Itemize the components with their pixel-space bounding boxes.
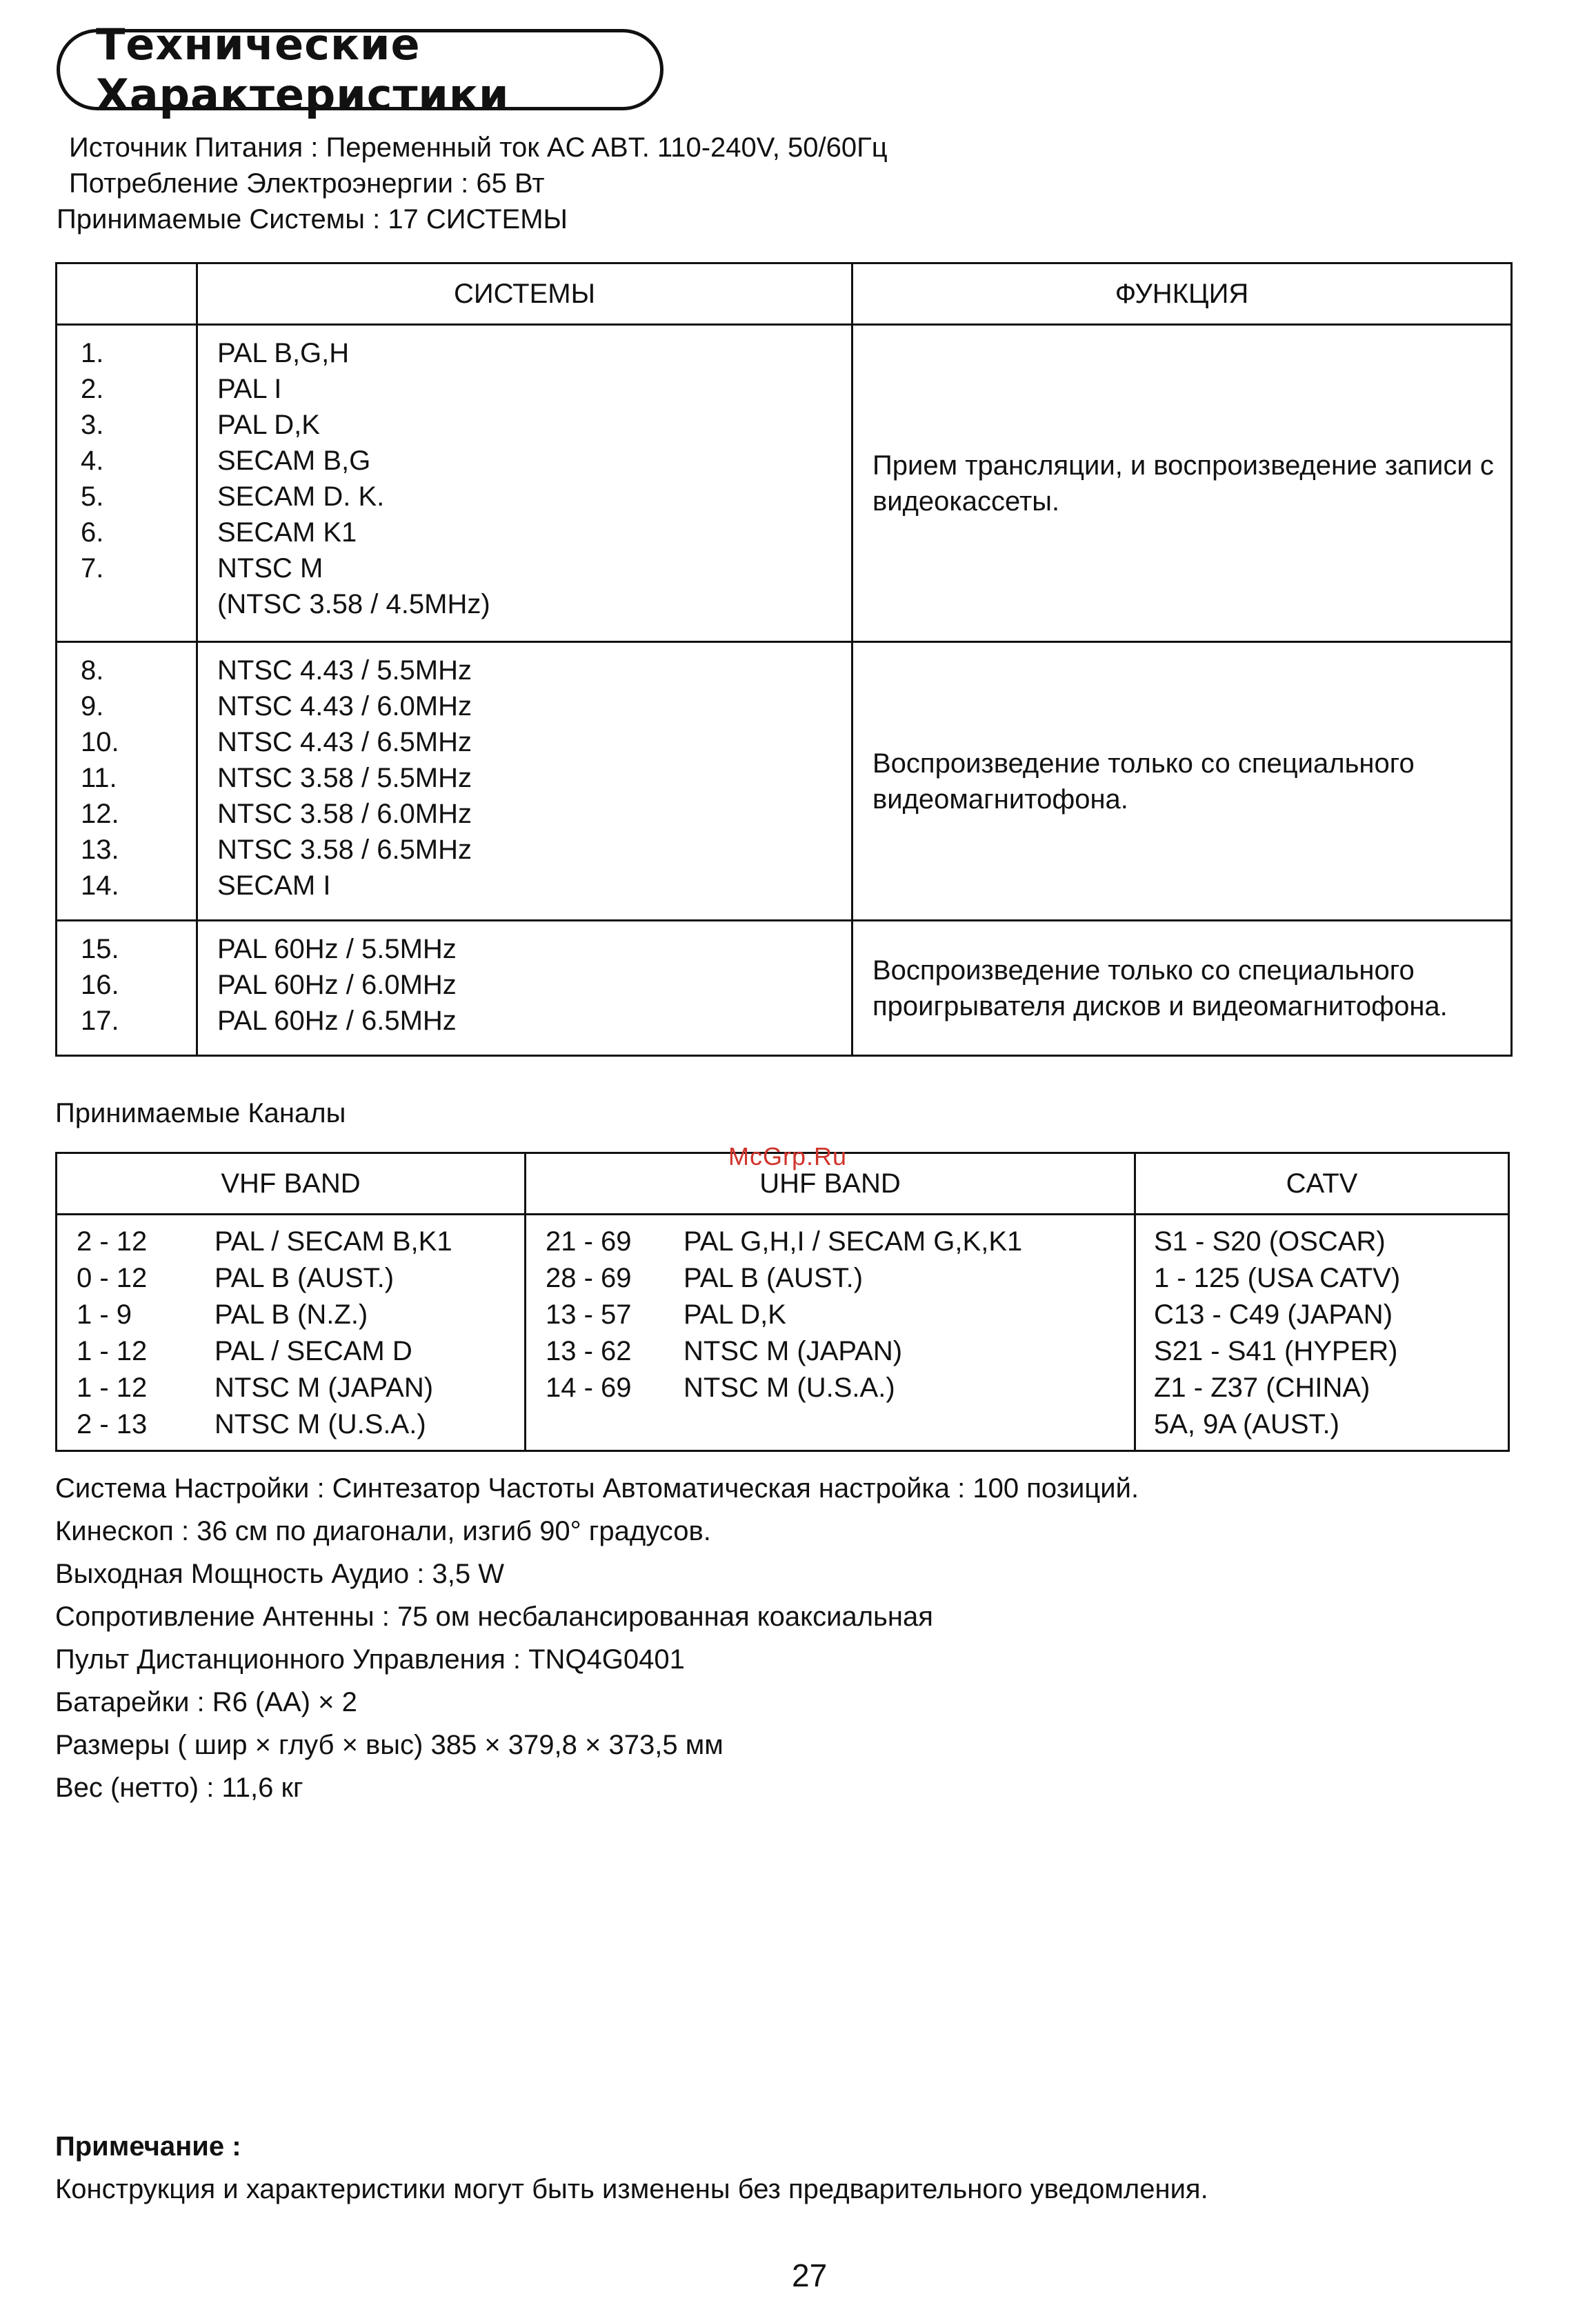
system-name: PAL 60Hz / 5.5MHz: [217, 934, 457, 964]
catv-channel-item: 5A, 9A (AUST.): [1154, 1409, 1339, 1439]
system-name: SECAM B,G: [217, 446, 371, 476]
spec-weight: Вес (нетто) : 11,6 кг: [55, 1773, 303, 1803]
system-names-cell: [197, 642, 852, 921]
channel-standard: NTSC M (U.S.A.): [215, 1409, 426, 1439]
system-number: 5.: [81, 481, 104, 512]
power-source-line: Источник Питания : Переменный ток AC ABT. 110-240V, 50/60Гц: [69, 132, 888, 163]
channel-range: 2 - 13: [77, 1409, 148, 1439]
note-text: Конструкция и характеристики могут быть изменены без предварительного уведомления.: [55, 2174, 1208, 2204]
system-number: 3.: [81, 410, 104, 440]
vhf-channel-row: [77, 1224, 524, 1260]
channel-standard: PAL B (AUST.): [684, 1263, 864, 1293]
uhf-channel-row: [546, 1370, 1134, 1406]
channel-range: 1 - 12: [77, 1336, 148, 1366]
channel-standard: NTSC M (JAPAN): [215, 1373, 434, 1403]
system-name: NTSC M: [217, 553, 323, 584]
channels-label: Принимаемые Каналы: [55, 1098, 346, 1128]
spec-remote-control: Пульт Дистанционного Управления : TNQ4G0401: [55, 1644, 685, 1675]
system-number: 6.: [81, 517, 104, 548]
system-name: PAL 60Hz / 6.0MHz: [217, 970, 457, 1000]
channels-header-uhf: UHF BAND: [526, 1153, 1135, 1215]
system-names-cell: [197, 921, 852, 1056]
uhf-channel-row: [546, 1224, 1134, 1260]
system-number: 16.: [81, 970, 119, 1000]
system-number: 8.: [81, 655, 104, 686]
uhf-channel-row: [546, 1297, 1134, 1333]
spec-audio-output: Выходная Мощность Аудио : 3,5 W: [55, 1559, 504, 1589]
uhf-channel-row: [546, 1333, 1134, 1370]
channel-standard: PAL B (AUST.): [215, 1263, 395, 1293]
channel-standard: NTSC M (U.S.A.): [684, 1373, 895, 1403]
catv-channel-item: C13 - C49 (JAPAN): [1154, 1299, 1393, 1330]
uhf-band-cell: [526, 1215, 1135, 1451]
system-name: NTSC 4.43 / 6.0MHz: [217, 691, 472, 721]
system-number: 17.: [81, 1006, 119, 1036]
systems-header-systems: СИСТЕМЫ: [197, 263, 852, 325]
vhf-channel-row: [77, 1333, 524, 1370]
systems-table: [55, 262, 1513, 1057]
system-number: 2.: [81, 374, 104, 404]
system-number: 1.: [81, 338, 104, 368]
vhf-channel-row: [77, 1370, 524, 1406]
system-numbers-cell: [57, 642, 197, 921]
channel-range: 1 - 9: [77, 1299, 132, 1330]
catv-channel-item: 1 - 125 (USA CATV): [1154, 1263, 1401, 1293]
channel-range: 14 - 69: [546, 1373, 632, 1403]
system-name: PAL B,G,H: [217, 338, 350, 368]
note-label: Примечание :: [55, 2131, 241, 2162]
channel-range: 13 - 57: [546, 1299, 632, 1330]
catv-channel-item: S21 - S41 (HYPER): [1154, 1336, 1398, 1366]
vhf-channel-row: [77, 1406, 524, 1443]
watermark: McGrp.Ru: [728, 1142, 848, 1170]
vhf-channel-row: [77, 1260, 524, 1297]
system-number: 7.: [81, 553, 104, 584]
system-name: (NTSC 3.58 / 4.5MHz): [217, 589, 490, 619]
system-name: SECAM I: [217, 870, 331, 901]
page-number: 27: [792, 2257, 828, 2293]
channels-table: [55, 1152, 1510, 1452]
systems-group-row: [57, 642, 1512, 921]
spec-tuning: Система Настройки : Синтезатор Частоты Автоматическая настройка : 100 позиций.: [55, 1473, 1139, 1504]
catv-cell: [1135, 1215, 1509, 1451]
channel-range: 1 - 12: [77, 1373, 148, 1403]
spec-dimensions: Размеры ( шир × глуб × выс) 385 × 379,8 × 373,5 мм: [55, 1730, 724, 1760]
systems-header-function: ФУНКЦИЯ: [852, 263, 1512, 325]
vhf-band-cell: [57, 1215, 526, 1451]
system-name: NTSC 3.58 / 6.0MHz: [217, 799, 472, 829]
page-title-frame: [57, 19, 664, 120]
system-name: NTSC 4.43 / 6.5MHz: [217, 727, 472, 757]
system-names-cell: [197, 325, 852, 642]
system-name: PAL 60Hz / 6.5MHz: [217, 1006, 457, 1036]
system-number: 10.: [81, 727, 119, 757]
system-number: 14.: [81, 870, 119, 901]
catv-channel-item: S1 - S20 (OSCAR): [1154, 1226, 1386, 1257]
channel-standard: PAL / SECAM D: [215, 1336, 412, 1366]
spec-antenna: Сопротивление Антенны : 75 ом несбалансированная коаксиальная: [55, 1602, 933, 1632]
system-number: 15.: [81, 934, 119, 964]
channel-standard: PAL G,H,I / SECAM G,K,K1: [684, 1226, 1023, 1257]
channel-standard: PAL B (N.Z.): [215, 1299, 368, 1330]
channel-range: 21 - 69: [546, 1226, 632, 1257]
system-function-cell: Воспроизведение только со специального видеомагнитофона.: [852, 642, 1512, 921]
channels-row: [57, 1215, 1509, 1451]
system-number: 4.: [81, 446, 104, 476]
channels-header-vhf: VHF BAND: [57, 1153, 526, 1215]
channel-range: 0 - 12: [77, 1263, 148, 1293]
system-numbers-cell: [57, 325, 197, 642]
system-name: NTSC 3.58 / 5.5MHz: [217, 763, 472, 793]
systems-table-body: [57, 325, 1512, 1056]
spec-batteries: Батарейки : R6 (AA) × 2: [55, 1687, 357, 1717]
received-systems-line: Принимаемые Системы : 17 СИСТЕМЫ: [57, 204, 568, 235]
channels-header-catv: CATV: [1135, 1153, 1509, 1215]
system-name: SECAM D. K.: [217, 481, 385, 512]
system-function-cell: Прием трансляции, и воспроизведение записи с видеокассеты.: [852, 325, 1512, 642]
spec-picture-tube: Кинескоп : 36 см по диагонали, изгиб 90° градусов.: [55, 1516, 711, 1546]
channel-range: 28 - 69: [546, 1263, 632, 1293]
channel-range: 13 - 62: [546, 1336, 632, 1366]
system-name: NTSC 4.43 / 5.5MHz: [217, 655, 472, 686]
system-number: 13.: [81, 835, 119, 865]
vhf-channel-row: [77, 1297, 524, 1333]
system-numbers-cell: [57, 921, 197, 1056]
page-title: Технические Характеристики: [96, 19, 510, 120]
system-name: PAL D,K: [217, 410, 320, 440]
systems-group-row: [57, 921, 1512, 1056]
channel-range: 2 - 12: [77, 1226, 148, 1257]
system-number: 12.: [81, 799, 119, 829]
catv-channel-item: Z1 - Z37 (CHINA): [1154, 1373, 1370, 1403]
system-function-cell: Воспроизведение только со специального проигрывателя дисков и видеомагнитофона.: [852, 921, 1512, 1056]
channel-standard: PAL D,K: [684, 1299, 786, 1330]
systems-group-row: [57, 325, 1512, 642]
power-consumption-line: Потребление Электроэнергии : 65 Вт: [69, 168, 545, 199]
system-name: PAL I: [217, 374, 282, 404]
system-name: SECAM K1: [217, 517, 357, 548]
system-number: 9.: [81, 691, 104, 721]
system-name: NTSC 3.58 / 6.5MHz: [217, 835, 472, 865]
channel-standard: PAL / SECAM B,K1: [215, 1226, 452, 1257]
systems-header-number: [57, 263, 197, 325]
system-number: 11.: [81, 763, 117, 793]
uhf-channel-row: [546, 1260, 1134, 1297]
channel-standard: NTSC M (JAPAN): [684, 1336, 903, 1366]
